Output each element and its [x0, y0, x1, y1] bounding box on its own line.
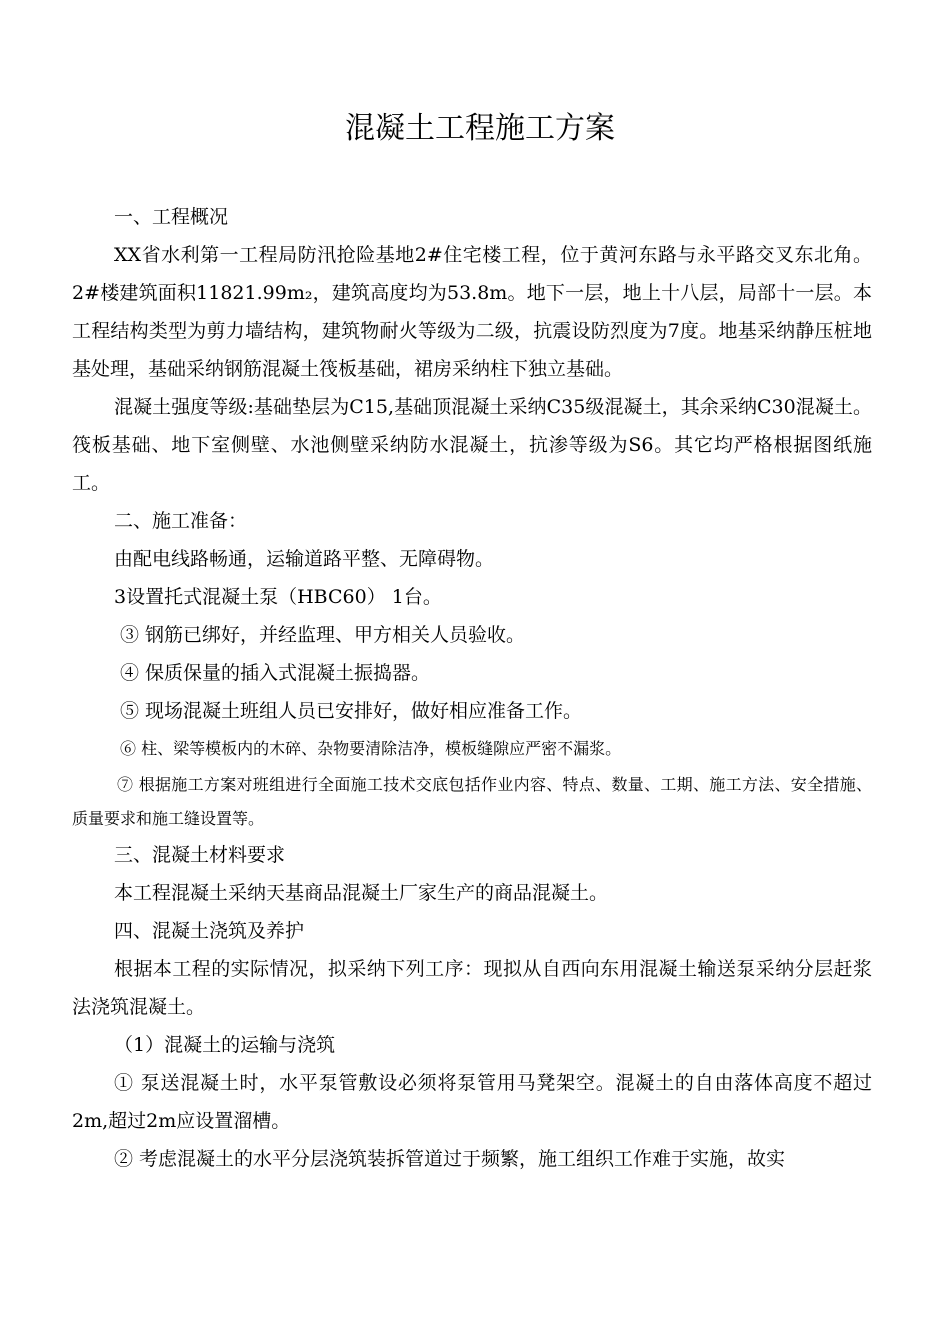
section-heading-overview: 一、工程概况	[114, 206, 229, 228]
section-heading-materials: 三、混凝土材料要求	[114, 844, 286, 866]
document-body	[72, 198, 872, 1178]
subsection-heading-transport: （1）混凝土的运输与浇筑	[114, 1034, 336, 1056]
transport-item-1: ① 泵送混凝土时，水平泵管敷设必须将泵管用马凳架空。混凝土的自由落体高度不超过2m,超过2m应设置溜槽。	[72, 1072, 872, 1132]
transport-item-2: ② 考虑混凝土的水平分层浇筑装拆管道过于频繁，施工组织工作难于实施，故实	[114, 1148, 786, 1170]
prep-item-6: ⑥ 柱、梁等模板内的木碎、杂物要清除洁净，模板缝隙应严密不漏浆。	[120, 739, 622, 758]
prep-item-1: 由配电线路畅通，运输道路平整、无障碍物。	[114, 548, 495, 570]
prep-item-5: ⑤ 现场混凝土班组人员已安排好，做好相应准备工作。	[120, 700, 583, 722]
prep-item-4: ④ 保质保量的插入式混凝土振捣器。	[120, 662, 431, 684]
materials-paragraph: 本工程混凝土采纳天基商品混凝土厂家生产的商品混凝土。	[114, 882, 609, 904]
section-heading-preparation: 二、施工准备：	[114, 510, 248, 532]
prep-item-2: 3设置托式混凝土泵（HBC60） 1台。	[114, 586, 442, 608]
document-title: 混凝土工程施工方案	[345, 111, 615, 146]
section-heading-pouring: 四、混凝土浇筑及养护	[114, 920, 305, 942]
prep-item-3: ③ 钢筋已绑好，并经监理、甲方相关人员验收。	[120, 624, 526, 646]
concrete-grade-paragraph: 混凝土强度等级:基础垫层为C15,基础顶混凝土采纳C35级混凝土，其余采纳C30混凝土。筏板基础、地下室侧壁、水池侧壁采纳防水混凝土，抗渗等级为S6。其它均严格根据图纸施工。	[72, 396, 872, 494]
pouring-paragraph: 根据本工程的实际情况，拟采纳下列工序：现拟从自西向东用混凝土输送泵采纳分层赶浆法浇筑混凝土。	[72, 958, 872, 1018]
overview-paragraph: XX省水利第一工程局防汛抢险基地2#住宅楼工程，位于黄河东路与永平路交叉东北角。2#楼建筑面积11821.99m₂，建筑高度均为53.8m。地下一层，地上十八层，局部十一层。本工程结构类型为剪力墙结构，建筑物耐火等级为二级，抗震设防烈度为7度。地基采纳静压桩地基处理，基础采纳钢筋混凝土筏板基础，裙房采纳柱下独立基础。	[72, 244, 872, 380]
prep-item-7: ⑦ 根据施工方案对班组进行全面施工技术交底包括作业内容、特点、数量、工期、施工方法、安全措施、质量要求和施工缝设置等。	[72, 775, 872, 828]
